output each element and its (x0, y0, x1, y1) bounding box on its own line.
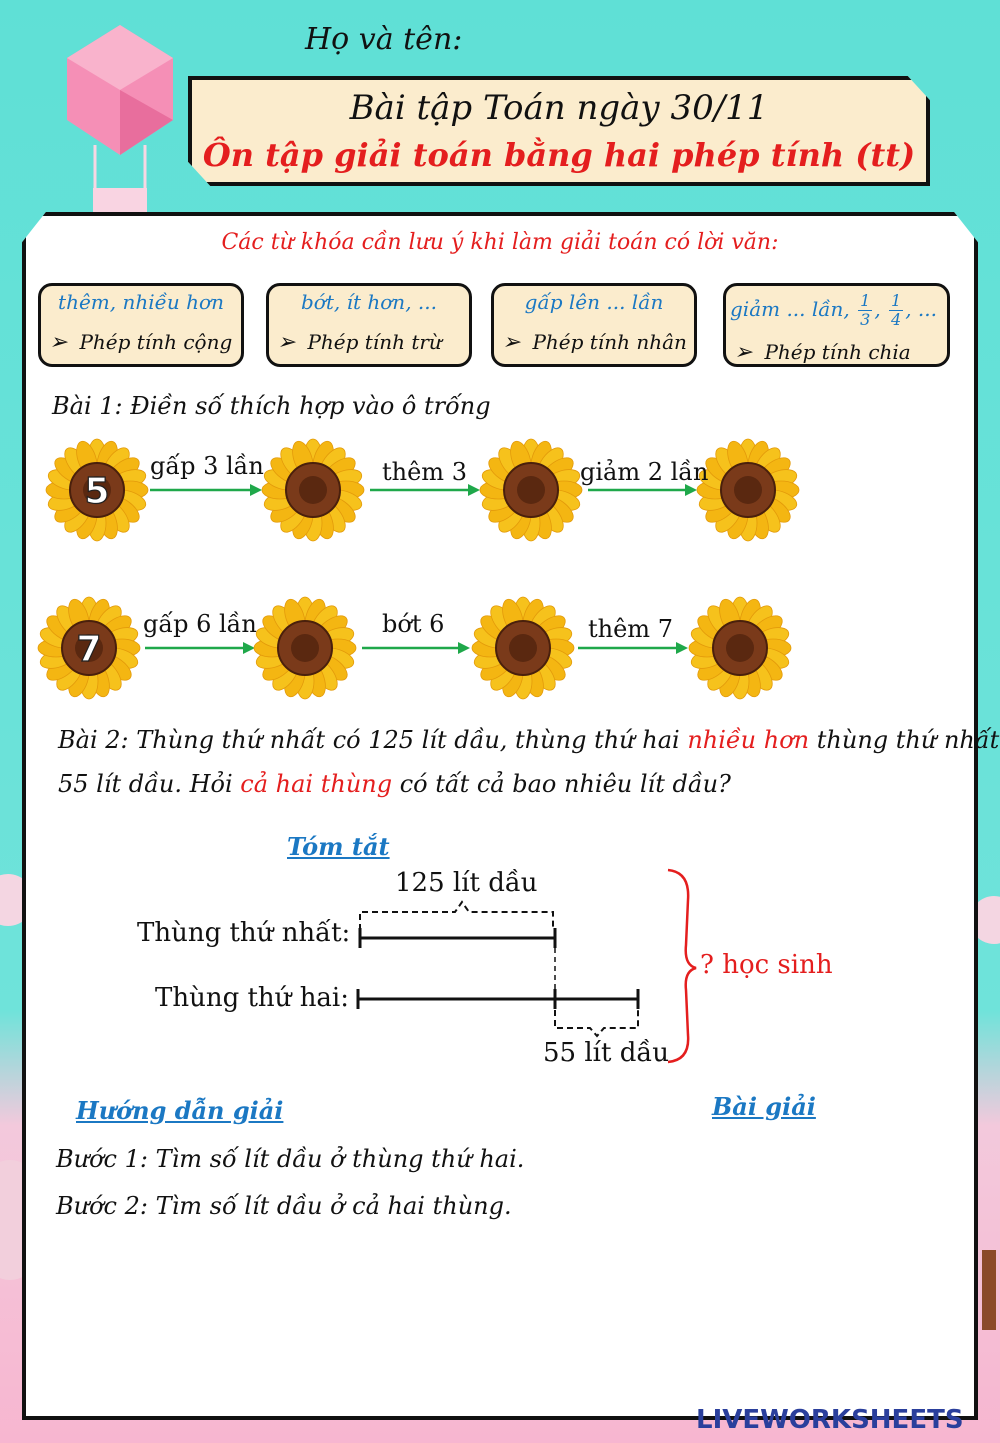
liveworksheets-logo: LIVEWORKSHEETS (696, 1405, 964, 1435)
keyword-text: giảm ... lần, $\frac{1}{3}$ , $\frac{1}{4}$ , ... (730, 291, 938, 329)
guide-heading: Hướng dẫn giải (76, 1096, 284, 1125)
keywords-heading: Các từ khóa cần lưu ý khi làm giải toán có lời văn: (221, 230, 779, 255)
operation-text: Phép tính cộng (79, 330, 233, 354)
fraction-den: 4 (891, 310, 902, 329)
step1-text: Bước 1: Tìm số lít dầu ở thùng thứ hai. (56, 1145, 525, 1173)
summary-heading: Tóm tắt (287, 832, 390, 861)
fraction-num: 1 (860, 291, 871, 310)
bai2-text: có tất cả bao nhiêu lít dầu? (392, 770, 731, 798)
operation-text: Phép tính chia (764, 340, 911, 364)
op-label: thêm 7 (588, 615, 673, 643)
operation-text: Phép tính nhân (532, 330, 687, 354)
arrowhead-icon: ➢ (277, 330, 296, 355)
op-label: thêm 3 (382, 458, 467, 486)
ellipsis-text: , ... (905, 297, 938, 321)
question-label: ? học sinh (700, 950, 833, 980)
start-number: 5 (84, 471, 110, 512)
bai2-keyword: nhiều hơn (687, 726, 810, 754)
top-brace (360, 902, 553, 930)
op-label: giảm 2 lần (580, 458, 709, 486)
bai2-text: Bài 2: Thùng thứ nhất có 125 lít dầu, thùng thứ hai (58, 726, 688, 754)
arrowhead-icon: ➢ (734, 340, 753, 365)
arrowhead-icon: ➢ (502, 330, 521, 355)
op-label: bớt 6 (382, 610, 445, 638)
keyword-text: gấp lên ... lần (524, 290, 664, 314)
op-label: gấp 3 lần (150, 452, 264, 480)
fraction-num: 1 (891, 291, 902, 310)
keyword-text: bớt, ít hơn, ... (301, 290, 437, 314)
page-title: Bài tập Toán ngày 30/11 (349, 88, 769, 128)
page-subtitle: Ôn tập giải toán bằng hai phép tính (tt) (202, 136, 916, 174)
bai2-text: 55 lít dầu. Hỏi (58, 770, 241, 798)
name-label: Họ và tên: (305, 22, 463, 57)
solution-heading: Bài giải (712, 1092, 816, 1121)
op-label: gấp 6 lần (143, 610, 257, 638)
bai2-keyword: cả hai thùng (240, 770, 393, 798)
total-brace (668, 870, 696, 1062)
start-number: 7 (76, 629, 102, 670)
top-length-label: 125 lít dầu (395, 868, 538, 898)
keyword-divide-text: giảm ... lần, (730, 297, 850, 321)
fraction-den: 3 (860, 310, 871, 329)
bottom-length-label: 55 lít dầu (543, 1038, 670, 1068)
arrowhead-icon: ➢ (49, 330, 68, 355)
keyword-text: thêm, nhiều hơn (58, 290, 224, 314)
step2-text: Bước 2: Tìm số lít dầu ở cả hai thùng. (56, 1192, 512, 1220)
operation-text: Phép tính trừ (307, 330, 442, 354)
bai2-text: thùng thứ nhất (809, 726, 1000, 754)
bottom-brace (555, 1010, 638, 1036)
bai1-label: Bài 1: Điền số thích hợp vào ô trống (52, 392, 491, 420)
row2-label: Thùng thứ hai: (155, 983, 350, 1013)
row1-label: Thùng thứ nhất: (137, 918, 351, 948)
